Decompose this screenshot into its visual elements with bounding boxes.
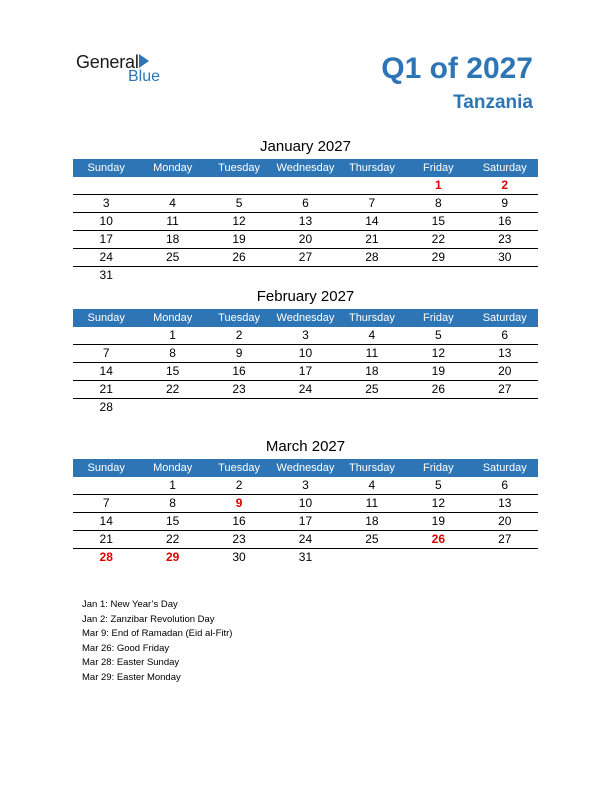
day-cell: 11 — [365, 496, 379, 510]
day-cell: 21 — [99, 382, 113, 396]
day-cell — [272, 177, 338, 194]
day-cell: 18 — [165, 232, 180, 246]
weekday-label: Thursday — [348, 162, 395, 174]
weekday-label: Wednesday — [276, 462, 335, 474]
holiday-note: Mar 26: Good Friday — [82, 642, 170, 654]
month-january — [73, 137, 538, 284]
day-cell: 20 — [498, 364, 512, 378]
day-cell: 14 — [99, 514, 113, 528]
day-cell: 8 — [434, 196, 442, 210]
day-cell: 26 — [431, 382, 445, 396]
weekday-header — [73, 459, 538, 477]
week-row — [73, 345, 538, 363]
day-cell — [472, 399, 538, 416]
weekday-label: Monday — [153, 162, 193, 174]
day-cell — [73, 477, 139, 494]
weekday-label: Wednesday — [276, 162, 335, 174]
week-row — [73, 513, 538, 531]
day-cell — [405, 399, 471, 416]
day-cell: 1 — [169, 328, 176, 342]
holiday-note: Mar 9: End of Ramadan (Eid al-Fitr) — [82, 628, 233, 639]
weekday-header — [73, 159, 538, 177]
month-title: March 2027 — [265, 438, 346, 455]
week-row — [73, 267, 538, 284]
week-row — [73, 531, 538, 549]
weekday-label: Saturday — [482, 462, 527, 474]
day-cell — [206, 267, 272, 284]
day-cell: 13 — [298, 214, 313, 228]
weekday-label: Sunday — [87, 462, 125, 474]
day-cell: 9 — [235, 346, 243, 360]
weekday-label: Friday — [423, 312, 454, 324]
day-cell: 27 — [498, 382, 512, 396]
day-cell — [139, 399, 205, 416]
day-cell: 18 — [365, 514, 379, 528]
day-cell: 8 — [169, 346, 176, 360]
week-row — [73, 177, 538, 195]
day-cell: 24 — [298, 382, 313, 396]
day-cell: 16 — [232, 514, 246, 528]
logo-triangle-icon — [139, 54, 149, 68]
day-cell: 2 — [235, 328, 243, 342]
day-cell — [339, 177, 405, 194]
weekday-label: Tuesday — [218, 462, 260, 474]
day-cell: 11 — [365, 346, 379, 360]
week-row — [73, 249, 538, 267]
weekday-label: Thursday — [348, 312, 395, 324]
day-cell — [339, 267, 405, 284]
week-row — [73, 477, 538, 495]
holiday-notes — [82, 598, 232, 685]
day-cell — [272, 267, 338, 284]
weekday-label: Tuesday — [218, 162, 260, 174]
day-cell: 2 — [501, 178, 509, 192]
day-cell: 6 — [501, 478, 509, 492]
day-cell — [405, 267, 471, 284]
day-cell: 15 — [165, 364, 180, 378]
day-cell: 3 — [302, 328, 309, 342]
day-cell: 19 — [431, 364, 445, 378]
day-cell: 8 — [169, 496, 176, 510]
day-cell: 14 — [365, 214, 379, 228]
day-cell: 31 — [298, 550, 313, 564]
day-cell: 23 — [232, 532, 246, 546]
week-row — [73, 231, 538, 249]
day-cell: 26 — [431, 532, 445, 546]
weekday-label: Monday — [153, 462, 193, 474]
page-title: Q1 of 2027 — [381, 52, 533, 85]
weekday-label: Sunday — [87, 312, 125, 324]
day-cell: 6 — [501, 328, 509, 342]
week-row — [73, 495, 538, 513]
day-cell — [339, 399, 405, 416]
brand-blue: Blue — [128, 68, 161, 85]
day-cell: 28 — [99, 400, 113, 414]
day-cell: 22 — [431, 232, 445, 246]
brand-general: General — [76, 52, 139, 72]
day-cell: 14 — [99, 364, 113, 378]
holiday-note: Mar 29: Easter Monday — [82, 671, 181, 683]
week-row — [73, 327, 538, 345]
day-cell — [272, 399, 338, 416]
day-cell: 17 — [298, 364, 313, 378]
day-cell: 6 — [302, 196, 309, 210]
day-cell: 23 — [498, 232, 512, 246]
weekday-label: Saturday — [482, 162, 527, 174]
weekday-label: Monday — [153, 312, 193, 324]
day-cell: 16 — [498, 214, 512, 228]
weekday-label: Friday — [423, 462, 454, 474]
day-cell: 24 — [99, 250, 113, 264]
day-cell: 5 — [434, 478, 442, 492]
day-cell: 20 — [298, 232, 313, 246]
day-cell: 29 — [165, 550, 180, 564]
day-cell: 1 — [434, 178, 442, 192]
day-cell: 5 — [235, 196, 243, 210]
day-cell: 28 — [365, 250, 379, 264]
day-cell: 22 — [165, 382, 180, 396]
week-row — [73, 399, 538, 416]
day-cell: 3 — [102, 196, 110, 210]
day-cell: 12 — [431, 346, 445, 360]
day-cell — [73, 177, 139, 194]
weekday-label: Friday — [423, 162, 454, 174]
day-cell — [139, 267, 205, 284]
day-cell: 7 — [102, 346, 110, 360]
day-cell: 22 — [165, 532, 180, 546]
week-row — [73, 381, 538, 399]
day-cell: 16 — [232, 364, 246, 378]
weekday-label: Tuesday — [218, 312, 260, 324]
week-row — [73, 195, 538, 213]
weekday-label: Thursday — [348, 462, 395, 474]
day-cell: 19 — [431, 514, 445, 528]
weekday-label: Sunday — [87, 162, 125, 174]
day-cell: 10 — [99, 214, 113, 228]
brand-logo — [76, 52, 161, 85]
weekday-header — [73, 309, 538, 327]
day-cell: 12 — [232, 214, 246, 228]
day-cell: 21 — [99, 532, 113, 546]
day-cell: 12 — [431, 496, 445, 510]
week-row — [73, 213, 538, 231]
day-cell: 25 — [165, 250, 180, 264]
day-cell: 26 — [232, 250, 246, 264]
day-cell: 27 — [298, 250, 313, 264]
day-cell — [472, 549, 538, 566]
country-name: Tanzania — [453, 92, 533, 113]
day-cell: 7 — [102, 496, 110, 510]
holiday-note: Jan 1: New Year’s Day — [82, 599, 178, 610]
day-cell: 27 — [498, 532, 512, 546]
day-cell: 3 — [302, 478, 309, 492]
week-row — [73, 363, 538, 381]
day-cell: 4 — [368, 328, 376, 342]
day-cell: 9 — [501, 196, 509, 210]
day-cell — [206, 177, 272, 194]
day-cell: 1 — [169, 478, 176, 492]
day-cell: 18 — [365, 364, 379, 378]
weekday-label: Wednesday — [276, 312, 335, 324]
day-cell: 30 — [232, 550, 246, 564]
day-cell: 20 — [498, 514, 512, 528]
day-cell: 5 — [434, 328, 442, 342]
day-cell — [405, 549, 471, 566]
day-cell — [472, 267, 538, 284]
holiday-note: Mar 28: Easter Sunday — [82, 657, 180, 668]
day-cell: 25 — [365, 382, 379, 396]
weekday-label: Saturday — [482, 312, 527, 324]
day-cell — [73, 327, 139, 344]
holiday-note: Jan 2: Zanzibar Revolution Day — [82, 613, 215, 625]
day-cell — [206, 399, 272, 416]
day-cell: 29 — [431, 250, 445, 264]
month-february — [73, 287, 538, 416]
day-cell: 23 — [232, 382, 246, 396]
day-cell: 19 — [232, 232, 246, 246]
day-cell: 7 — [368, 196, 376, 210]
month-title: January 2027 — [260, 138, 351, 155]
day-cell: 13 — [498, 346, 512, 360]
day-cell: 21 — [365, 232, 379, 246]
day-cell: 2 — [235, 478, 243, 492]
day-cell: 9 — [235, 496, 243, 510]
day-cell: 13 — [498, 496, 512, 510]
day-cell: 28 — [99, 550, 113, 564]
week-row — [73, 549, 538, 566]
day-cell: 17 — [99, 232, 113, 246]
day-cell: 10 — [298, 496, 313, 510]
day-cell: 24 — [298, 532, 313, 546]
day-cell: 10 — [298, 346, 313, 360]
day-cell: 4 — [169, 196, 176, 210]
day-cell: 30 — [498, 250, 512, 264]
day-cell: 17 — [298, 514, 313, 528]
month-title: February 2027 — [256, 288, 355, 305]
day-cell: 4 — [368, 478, 376, 492]
day-cell — [339, 549, 405, 566]
day-cell: 31 — [99, 268, 113, 282]
month-march — [73, 437, 538, 566]
day-cell: 15 — [431, 214, 445, 228]
day-cell: 25 — [365, 532, 379, 546]
day-cell: 15 — [165, 514, 180, 528]
day-cell: 11 — [166, 214, 179, 228]
day-cell — [139, 177, 205, 194]
